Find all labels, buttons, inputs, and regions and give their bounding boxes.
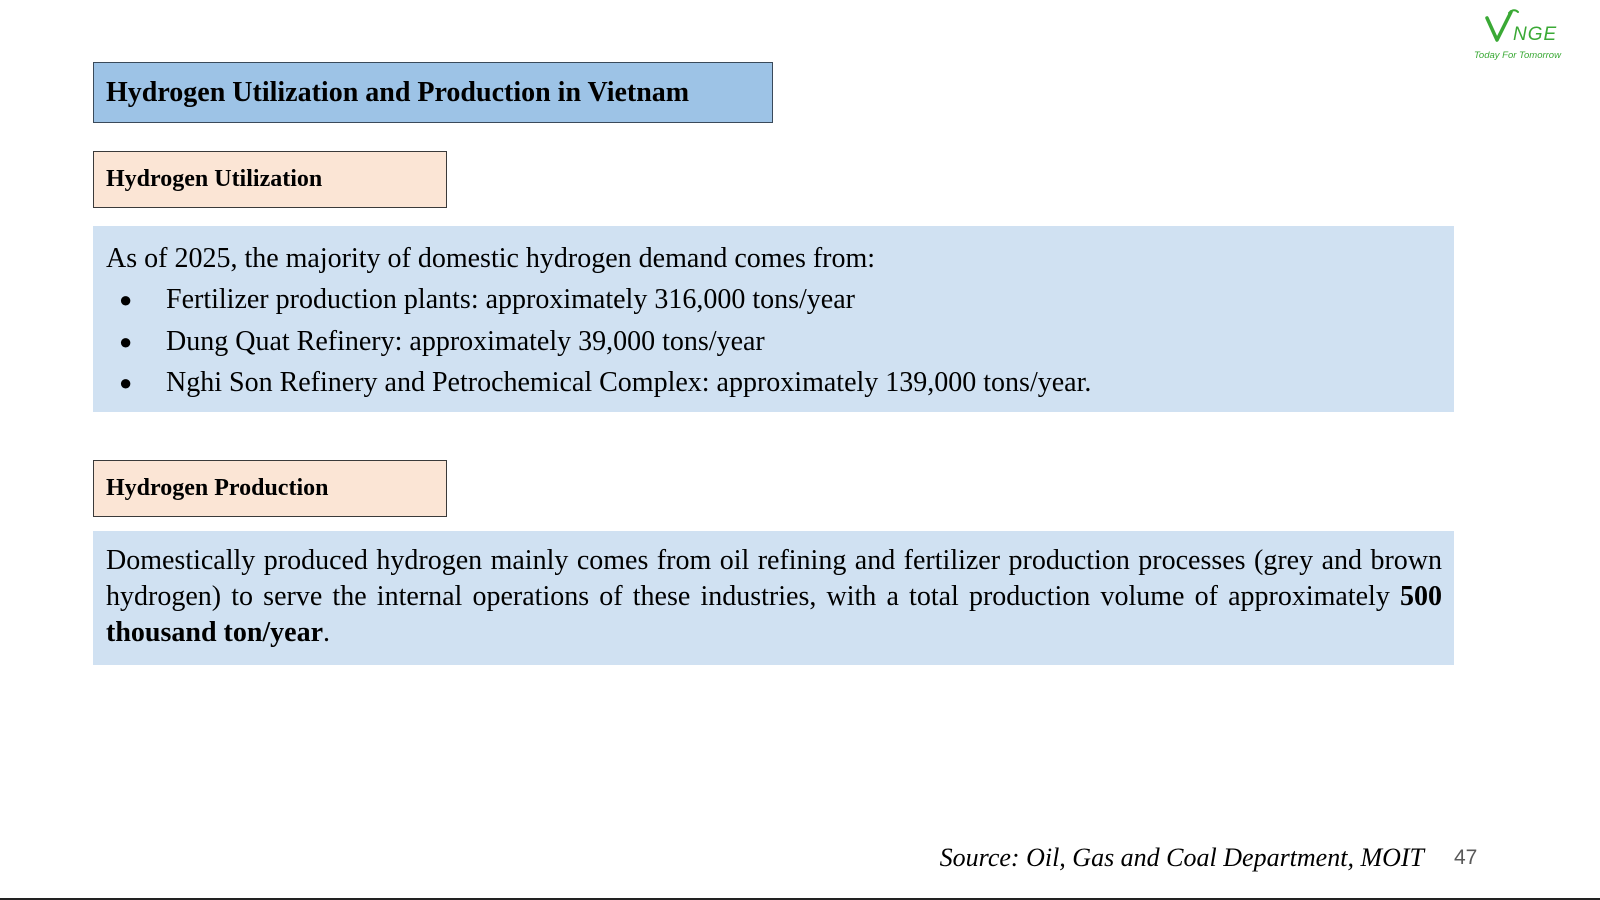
utilization-content: [93, 226, 1454, 412]
production-text-end: .: [323, 617, 331, 648]
svg-text:NGE: NGE: [1513, 24, 1558, 45]
bullet-icon: ●: [119, 328, 133, 354]
production-heading-text: Hydrogen Production: [106, 475, 329, 501]
logo-tagline: Today For Tomorrow: [1474, 50, 1561, 61]
production-heading: [93, 460, 447, 517]
bullet-icon: ●: [119, 370, 133, 395]
slide-title: [93, 62, 773, 123]
production-content: [93, 531, 1454, 665]
source-citation: Source: Oil, Gas and Coal Department, MOIT: [939, 843, 1424, 872]
list-item: [106, 279, 1442, 321]
bullet-icon: ●: [119, 287, 133, 312]
production-volume: 500 thousand ton/year: [106, 581, 1442, 648]
utilization-heading: [93, 151, 447, 208]
list-item: [106, 362, 1442, 404]
utilization-heading-text: Hydrogen Utilization: [106, 166, 323, 192]
production-text: Domestically produced hydrogen mainly comes from oil refining and fertilizer production processes (grey and brown hydrogen) to serve the internal operations of these industries, with a total production volume of approximately: [106, 545, 1442, 612]
utilization-intro: As of 2025, the majority of domestic hydrogen demand comes from:: [106, 243, 876, 274]
list-item-text: Dung Quat Refinery: approximately 39,000 tons/year: [166, 325, 765, 357]
page-number: 47: [1454, 846, 1478, 869]
list-item-text: Fertilizer production plants: approximately 316,000 tons/year: [166, 284, 855, 315]
vnge-logo: [1474, 6, 1596, 61]
utilization-list: [106, 279, 1442, 404]
list-item: [106, 321, 1442, 363]
slide-title-text: Hydrogen Utilization and Production in Vietnam: [106, 76, 690, 108]
list-item-text: Nghi Son Refinery and Petrochemical Complex: approximately 139,000 tons/year.: [166, 367, 1092, 398]
